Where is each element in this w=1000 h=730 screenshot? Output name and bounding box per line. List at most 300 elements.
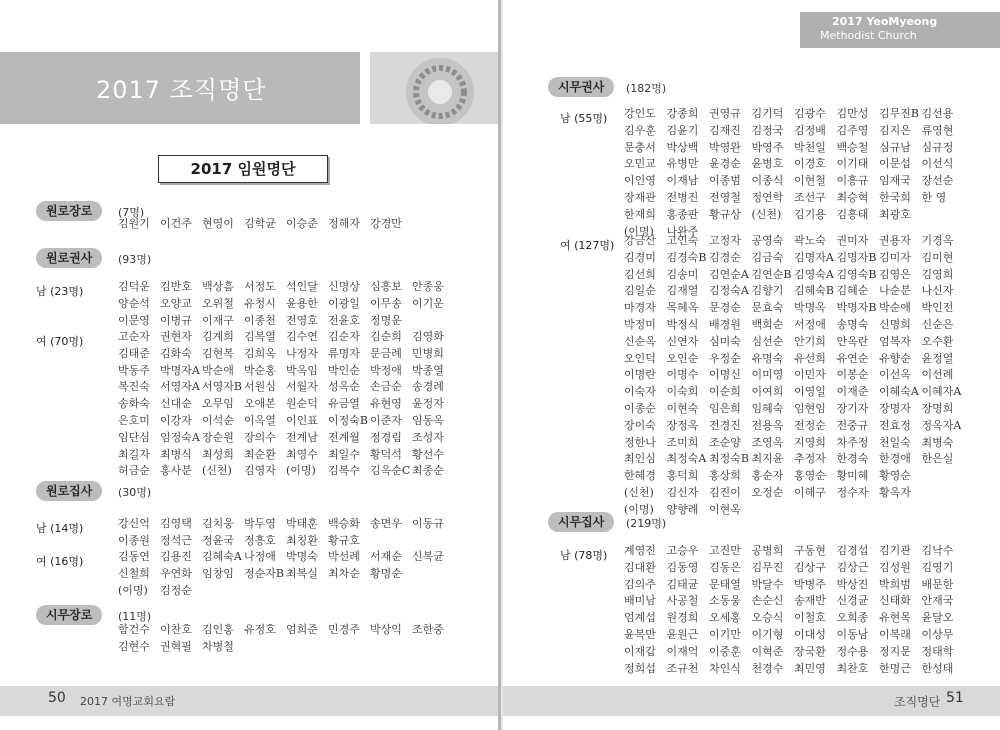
person-name: 유금열 [328,397,360,411]
person-name: 지영희 [794,435,826,449]
person-name: 김광수 [794,107,826,120]
section-count: (11명) [118,610,152,623]
person-name: 김희옥 [244,346,276,360]
person-name: 이승준 [286,217,318,230]
person-name: 최칭환 [286,533,318,547]
person-name: 박명숙 [286,550,318,563]
person-name: 정경림 [370,430,402,444]
person-name: 유연순 [836,351,869,365]
person-name: 조순양 [709,435,741,449]
person-name: 전중규 [836,418,869,432]
person-name: 최영수 [286,447,318,461]
person-name: 김인홍 [202,623,234,636]
person-name: 차인식 [709,661,741,675]
person-name: 최정숙B [709,452,749,466]
person-name: 목혜옥 [666,301,699,315]
person-name: 강인도 [624,107,656,120]
person-name: 김무진B [879,107,919,120]
person-name: 민경주 [328,623,360,636]
person-name: 전계월 [328,430,360,444]
person-name: 박순애 [202,363,234,377]
section-title-active-elders: 시무장로 [36,605,102,625]
name-grid [118,549,454,599]
person-name: 이종식 [751,174,784,188]
person-name: 정희섭 [624,661,656,675]
person-name: 나완주 [666,224,699,238]
person-name: 오위철 [202,296,234,310]
person-name: 이선옥 [879,368,911,382]
person-name: 김순희 [370,330,402,343]
name-grid [118,622,454,656]
person-name: 김영화 [412,330,444,343]
person-name: 양순석 [118,296,150,310]
person-name: 서원심 [244,380,276,394]
person-name: 이명란 [624,368,656,382]
person-name: 장의수 [244,430,276,444]
person-name: 홍순자 [751,469,784,483]
person-name: 최정숙A [666,452,707,466]
name-grid [624,233,964,519]
section-title-active-deacons: 시무집사 [548,512,614,532]
person-name: 송재반 [794,594,826,608]
person-name: 이혜자A [921,385,962,399]
person-name: 장정옥 [666,418,699,432]
person-name: 권현자 [160,330,192,343]
person-name: 김상근 [836,560,869,574]
person-name: 황영순 [879,469,911,483]
person-name: 김정숙A [709,284,749,298]
person-name: 김진이 [709,485,741,499]
person-name: 김영자 [244,464,276,478]
person-name: 김상구 [794,560,826,574]
person-name: 최인심 [624,452,656,466]
person-name [412,566,454,583]
person-name: 윤달오 [921,611,954,625]
person-name: 김성원 [879,560,911,574]
person-name: 조미희 [666,435,699,449]
person-name: 유향순 [879,351,911,365]
person-name: 홍상희 [709,469,741,483]
person-name: 이종순 [624,401,656,415]
person-name: 권용자 [879,234,911,247]
person-name: 박정애 [370,363,402,377]
person-name: 공병희 [751,544,784,557]
person-name: 이동남 [836,627,869,641]
person-name: 공영숙 [751,234,784,247]
person-name: 최승혁 [836,190,869,204]
person-name: 김연순B [751,267,792,281]
person-name: 백승철 [836,140,869,154]
person-name: 신대순 [160,397,192,411]
person-name: 이혁준 [751,644,784,658]
person-name: 신태화 [879,594,911,608]
person-name: 김미자 [879,250,911,264]
person-name: 원순덕 [286,397,318,411]
person-name: (신천) [624,485,654,499]
person-name: 김송미 [666,267,699,281]
person-name: 안옥란 [836,334,869,348]
person-name: 이숙희 [666,385,699,399]
person-name: 이옥열 [244,413,276,427]
person-name: 김덕운 [118,280,150,293]
person-name: 송경례 [412,380,444,394]
person-name: 전영철 [709,190,741,204]
person-name: 신철희 [118,566,150,580]
person-name: 정한나 [624,435,656,449]
person-name: 조성자 [412,430,444,444]
person-name: 박정식 [666,317,699,331]
person-name: 이혜숙A [879,385,919,399]
person-name: 김향기 [751,284,784,298]
person-name: 조선구 [794,190,826,204]
person-name: 임동옥 [412,413,444,427]
person-name: 서월자 [286,380,318,394]
person-name: 나신자 [921,284,954,298]
person-name: 김옥순C [370,464,411,478]
person-name: 김혜순 [836,284,869,298]
person-name [922,485,965,502]
person-name: 김경숙B [666,250,707,264]
person-name: 문경순 [709,301,741,315]
group-label-male: 남 (23명) [36,285,84,298]
person-name: 이선례 [921,368,954,382]
person-name: (이명) [286,464,316,478]
person-name: 이영일 [794,385,826,399]
person-name: 은호미 [118,413,150,427]
person-name: 이민자 [794,368,826,382]
person-name: 김무진 [751,560,784,574]
person-name: 김태준 [118,346,150,360]
person-name: 임은희 [709,401,741,415]
person-name: 김명자A [794,250,834,264]
person-name: 김영택 [160,517,192,530]
person-name: 김재진 [709,123,741,137]
person-name: 이명신 [709,368,741,382]
person-name: 조한중 [412,623,444,636]
person-name: 이무송 [370,296,402,310]
group-label-male: 남 (14명) [36,522,84,535]
person-name: 장기자 [836,401,869,415]
section-count: (7명) [118,206,145,219]
person-name: 차병철 [202,639,234,653]
person-name: 문태열 [709,577,741,591]
person-name: 정지문 [879,644,911,658]
person-name: 최병숙 [921,435,954,449]
person-name: 김동은 [709,560,741,574]
person-name: 김기덕 [751,107,784,120]
group-label-male: 남 (78명) [560,549,608,562]
right-page [500,0,1000,730]
person-name: 원경희 [666,611,699,625]
person-name: 안재국 [921,594,954,608]
person-name: 이기태 [836,157,869,171]
person-name: 박상진 [836,577,869,591]
person-name: 백희순 [751,317,784,331]
person-name: 최복실 [286,566,318,580]
person-name: 이준자 [370,413,402,427]
person-name: 박인순 [328,363,360,377]
person-name: 한경숙 [836,452,869,466]
person-name: 최길자 [118,447,150,461]
person-name: 차주정 [836,435,869,449]
person-name: 김윤기 [666,123,699,137]
person-name: 최성희 [202,447,234,461]
person-name: 배미남 [624,594,656,608]
person-name: 이종천 [244,313,276,327]
person-name: 이선식 [921,157,954,171]
section-title-retired-elders: 원로장로 [36,201,102,221]
name-grid [118,329,454,480]
person-name: 심규남 [879,140,911,154]
person-name: 손순신 [751,594,784,608]
person-name: 정수용 [836,644,869,658]
person-name: 문충서 [624,140,656,154]
person-name: 박상백 [666,140,699,154]
person-name: 손금순 [370,380,402,394]
person-name: 김대환 [624,560,656,574]
person-name: 김경섭 [836,544,869,557]
person-name: 박영완 [709,140,741,154]
person-name: 나순분 [879,284,911,298]
person-name: 김계희 [202,330,234,343]
person-name: 유병만 [666,157,699,171]
person-name: 박정미 [624,317,656,331]
person-name: 엄희준 [286,623,318,636]
person-name: 박달수 [751,577,784,591]
person-name: 김영기 [921,560,954,574]
person-name: 마경자 [624,301,656,315]
person-name: 정석근 [160,533,192,547]
banner-title: 2017 조직명단 [96,76,267,104]
banner-photo [370,52,498,124]
person-name: 백상흠 [202,280,234,293]
person-name: 김영은 [879,267,911,281]
person-name: 유현목 [879,611,911,625]
person-name: 김기용 [794,207,826,221]
person-name: 오승식 [751,611,784,625]
person-name: 이병규 [160,313,192,327]
person-name: 김순자 [328,330,360,343]
person-name: 현영이 [202,217,234,230]
person-name: 이동규 [412,517,444,530]
person-name: 홍덕희 [666,469,699,483]
person-name: 장재관 [624,190,656,204]
person-name: 윤병호 [751,157,784,171]
person-name: 기경옥 [921,234,954,247]
person-name: 정명운 [370,313,402,327]
name-grid [118,516,454,550]
page-number: 50 [48,690,66,706]
person-name: 이종범 [709,174,741,188]
person-name: 김복열 [244,330,276,343]
person-name: 황선수 [412,447,444,461]
person-name: 이강자 [160,413,192,427]
person-name: 이철호 [794,611,826,625]
person-name: 이명수 [666,368,699,382]
person-name: 김학균 [244,217,276,230]
person-name: 김지은 [879,123,911,137]
person-name: 전윤호 [328,313,360,327]
group-label-female: 여 (16명) [36,555,84,568]
person-name: 한혜경 [624,469,656,483]
person-name: 임정숙A [160,430,200,444]
person-name: 이문영 [118,313,150,327]
person-name: 배문한 [921,577,954,591]
person-name: 전정순 [794,418,826,432]
person-name: 장이숙 [624,418,656,432]
person-name: 최일수 [328,447,360,461]
person-name: 고승우 [666,544,699,557]
person-name: 전용옥 [751,418,784,432]
person-name: 권혁필 [160,639,192,653]
person-name: 박선례 [328,550,360,563]
person-name: 오정순 [751,485,784,499]
person-name: 이순희 [709,385,741,399]
person-name: 강금산 [624,234,656,247]
church-name-line1: 2017 YeoMyeong [832,15,938,28]
name-grid [624,543,964,677]
person-name: 이미영 [751,368,784,382]
person-name: 문효숙 [751,301,784,315]
person-name: 유정호 [244,623,276,636]
person-name: 천일숙 [879,435,911,449]
person-name: 박명옥 [794,301,826,315]
person-name: 우정순 [709,351,741,365]
person-name: 고정자 [709,234,741,247]
person-name: 곽노숙 [794,234,826,247]
group-label-female: 여 (70명) [36,335,84,348]
person-name: 양향례 [666,502,699,516]
person-name: 임창임 [202,566,234,580]
person-name: 전계남 [286,430,318,444]
person-name: 이재남 [666,174,699,188]
person-name: 전병진 [666,190,699,204]
section-count: (93명) [118,253,152,266]
person-name: 정흥호 [244,533,276,547]
person-name: 장선순 [921,174,954,188]
person-name: 이석순 [202,413,234,427]
person-name: 김만성 [836,107,869,120]
person-name: 오세홍 [709,611,741,625]
person-name: 김정국 [751,123,784,137]
section-count: (219명) [626,517,667,530]
person-name: 최찬호 [836,661,869,675]
person-name: 황미혜 [836,469,869,483]
person-name: 권영규 [709,107,741,120]
person-name: 김영숙A [794,267,834,281]
person-name: 이숙자 [624,385,656,399]
page-number: 51 [946,690,964,706]
person-name: 임재국 [879,174,911,188]
person-name: 박명자A [160,363,200,377]
person-name: 이상무 [921,627,954,641]
person-name: 고순자 [118,330,150,343]
person-name: 강신억 [118,517,150,530]
person-name: 박태훈 [286,517,318,530]
person-name: 최지윤 [751,452,784,466]
person-name: 김금숙 [751,250,784,264]
person-name: 장국환 [794,644,826,658]
person-name: 윤정자 [412,397,444,411]
person-name: 한재희 [624,207,656,221]
person-name: 이인표 [286,413,318,427]
person-name: 정순자B [244,566,284,580]
section-count: (182명) [626,82,667,95]
person-name: 오인덕 [624,351,656,365]
person-name: 유선희 [794,351,826,365]
person-name: 김명자B [836,250,877,264]
person-name: 안기희 [794,334,826,348]
person-name: 이기형 [751,627,784,641]
person-name: 김일순 [624,284,656,298]
church-name-line2: Methodist Church [820,29,917,42]
person-name: 유현영 [370,397,402,411]
person-name: 서정애 [794,317,826,331]
person-name: 석인달 [286,280,318,293]
person-name: 장명희 [921,401,954,415]
person-name: 홍영순 [794,469,826,483]
person-name: 서재순 [370,550,402,563]
person-name: 유청시 [244,296,276,310]
section-count: (30명) [118,486,152,499]
person-name: 김영희 [921,267,954,281]
person-name: 황덕석 [370,447,402,461]
person-name: 고인숙 [666,234,699,247]
person-name: 김현복 [202,346,234,360]
person-name [922,207,965,224]
person-name: 홍종판 [666,207,699,221]
person-name: 복진숙 [118,380,150,394]
person-name: 최종순 [412,464,444,478]
person-name: 박병주 [794,577,826,591]
person-name: 김기관 [879,544,911,557]
decorative-pattern-icon [370,52,498,124]
person-name: 조규천 [666,661,699,675]
person-name: 오무임 [202,397,234,411]
person-name: 이재준 [836,385,869,399]
person-name: 김반호 [160,280,192,293]
person-name: 최광호 [879,207,911,221]
person-name: 김동영 [666,560,699,574]
person-name: 김미현 [921,250,954,264]
person-name: 나정자 [286,346,318,360]
person-name: 정수자 [836,485,869,499]
person-name: 김치웅 [202,517,234,530]
person-name: 신순옥 [624,334,656,348]
person-name: 김경순 [709,250,741,264]
person-name: 이경호 [794,157,826,171]
person-name: (신천) [751,207,782,221]
person-name: 김복수 [328,464,360,478]
person-name: 장순원 [202,430,234,444]
person-name: 이문섭 [879,157,911,171]
person-name: 유명숙 [751,351,784,365]
person-name: 심흥보 [370,280,402,293]
person-name: 박옥임 [286,363,318,377]
person-name: 조영옥 [751,435,784,449]
section-title-retired-deaconesses: 원로권사 [36,248,102,268]
person-name: 김용진 [160,550,192,563]
person-name: 정윤국 [202,533,234,547]
person-name: 엄계섭 [624,611,656,625]
person-name: 신순은 [921,317,954,331]
name-grid [118,279,454,329]
person-name: 최병식 [160,447,192,461]
person-name: 윤복만 [624,627,656,641]
person-name: 박명자B [836,301,877,315]
person-name: 이현숙 [666,401,699,415]
person-name: 김정순 [160,583,192,597]
